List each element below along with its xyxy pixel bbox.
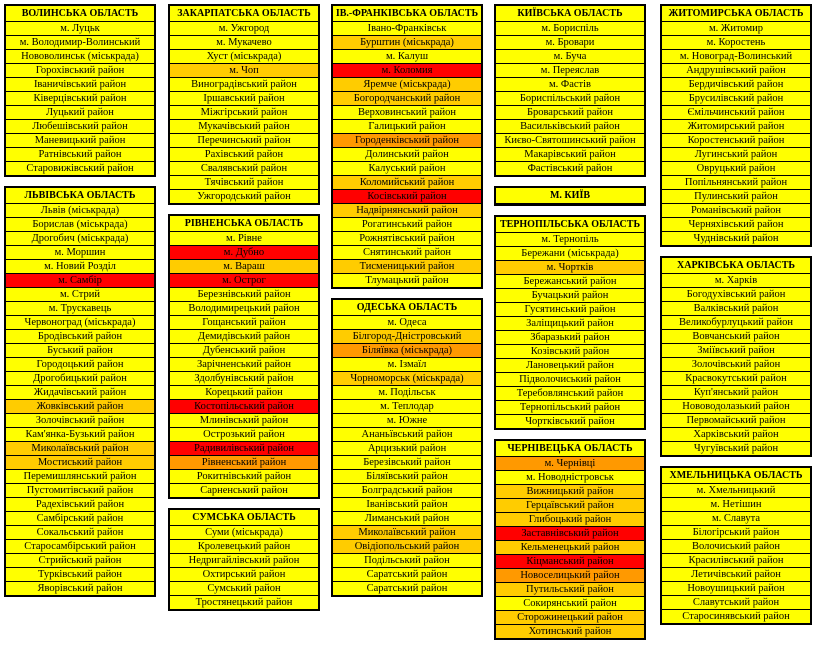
raion-row[interactable]: Летичівський район (662, 568, 810, 582)
raion-row[interactable]: Харківський район (662, 428, 810, 442)
oblast-title: ВОЛИНСЬКА ОБЛАСТЬ (6, 6, 154, 22)
raion-row[interactable]: Іршавський район (170, 92, 318, 106)
raion-row[interactable]: Бучацький район (496, 289, 644, 303)
raion-row[interactable]: Саратський район (333, 582, 481, 595)
raion-row[interactable]: Збаразький район (496, 331, 644, 345)
raion-row[interactable]: Великобурлуцький район (662, 316, 810, 330)
raion-row[interactable]: Жидачівський район (6, 386, 154, 400)
oblast-panel (660, 4, 812, 247)
raion-row[interactable]: Долинський район (333, 148, 481, 162)
raion-row[interactable]: Рахівський район (170, 148, 318, 162)
raion-row[interactable]: м. Подільськ (333, 386, 481, 400)
raion-row[interactable]: Подільський район (333, 554, 481, 568)
raion-row[interactable]: м. Чернівці (496, 457, 644, 471)
raion-row[interactable]: Бердичівський район (662, 78, 810, 92)
raion-row[interactable]: Славутський район (662, 596, 810, 610)
raion-row[interactable]: Золочівський район (6, 414, 154, 428)
raion-row[interactable]: Первомайський район (662, 414, 810, 428)
raion-row[interactable]: Заліщицький район (496, 317, 644, 331)
raion-row[interactable]: Сокирянський район (496, 597, 644, 611)
raion-row[interactable]: м. Тернопіль (496, 233, 644, 247)
raion-row[interactable]: Буський район (6, 344, 154, 358)
raion-row[interactable]: Кіцманський район (496, 555, 644, 569)
raion-row[interactable]: Романівський район (662, 204, 810, 218)
raion-row[interactable]: Міжгірський район (170, 106, 318, 120)
raion-row[interactable]: Новоселицький район (496, 569, 644, 583)
raion-row[interactable]: Мостиський район (6, 456, 154, 470)
oblast-panel (4, 4, 156, 177)
raion-row[interactable]: Надвірнянський район (333, 204, 481, 218)
region-column (4, 4, 156, 606)
raion-row[interactable]: Радехівський район (6, 498, 154, 512)
raion-row[interactable]: Березнівський район (170, 288, 318, 302)
raion-row[interactable]: Вовчанський район (662, 330, 810, 344)
raion-row[interactable]: Житомирський район (662, 120, 810, 134)
raion-row[interactable]: Біляївка (міськрада) (333, 344, 481, 358)
oblast-title: ЖИТОМИРСЬКА ОБЛАСТЬ (662, 6, 810, 22)
raion-row[interactable]: м. Дубно (170, 246, 318, 260)
raion-row[interactable]: Герцаївський район (496, 499, 644, 513)
raion-row[interactable]: Сарненський район (170, 484, 318, 497)
raion-row[interactable]: Біляївський район (333, 470, 481, 484)
raion-row[interactable]: Дубенський район (170, 344, 318, 358)
oblast-panel (660, 466, 812, 625)
raion-row[interactable]: Бережани (міськрада) (496, 247, 644, 261)
raion-row[interactable]: Городоцький район (6, 358, 154, 372)
raion-list (496, 22, 644, 175)
raion-row[interactable]: Красвокутський район (662, 372, 810, 386)
raion-row[interactable]: Чугуївський район (662, 442, 810, 455)
raion-row[interactable]: Новоушицький район (662, 582, 810, 596)
raion-row[interactable]: м. Володимир-Волинський (6, 36, 154, 50)
raion-row[interactable]: Недригайлівський район (170, 554, 318, 568)
raion-row[interactable]: м. Ізмаїл (333, 358, 481, 372)
raion-row[interactable]: Охтирський район (170, 568, 318, 582)
raion-row[interactable]: Бережанський район (496, 275, 644, 289)
raion-row[interactable]: Богодухівський район (662, 288, 810, 302)
raion-row[interactable]: Гощанський район (170, 316, 318, 330)
raion-row[interactable]: Лиманський район (333, 512, 481, 526)
raion-row[interactable]: Демидівський район (170, 330, 318, 344)
raion-row[interactable]: Тернопільський район (496, 401, 644, 415)
raion-row[interactable]: м. Переяслав (496, 64, 644, 78)
raion-row[interactable]: Червоноград (міськрада) (6, 316, 154, 330)
raion-row[interactable]: Верховинський район (333, 106, 481, 120)
raion-row[interactable]: Броварський район (496, 106, 644, 120)
raion-row[interactable]: Бориспільський район (496, 92, 644, 106)
raion-row[interactable]: м. Теплодар (333, 400, 481, 414)
raion-row[interactable]: Козівський район (496, 345, 644, 359)
raion-row[interactable]: м. Новоград-Волинський (662, 50, 810, 64)
oblast-title: ЗАКАРПАТСЬКА ОБЛАСТЬ (170, 6, 318, 22)
oblast-panel (331, 298, 483, 597)
raion-list (170, 232, 318, 497)
raion-row[interactable]: Перемишлянський район (6, 470, 154, 484)
raion-row[interactable]: Васильківський район (496, 120, 644, 134)
raion-row[interactable]: Саратський район (333, 568, 481, 582)
raion-row[interactable]: Білогірський район (662, 526, 810, 540)
raion-row[interactable]: Сторожинецький район (496, 611, 644, 625)
raion-list (496, 233, 644, 428)
raion-row[interactable]: м. Харків (662, 274, 810, 288)
raion-row[interactable]: м. Вараш (170, 260, 318, 274)
raion-row[interactable]: Яремче (міськрада) (333, 78, 481, 92)
raion-row[interactable]: Косівський район (333, 190, 481, 204)
raion-list (333, 22, 481, 287)
raion-row[interactable]: Богородчанський район (333, 92, 481, 106)
raion-row[interactable]: Ананьївський район (333, 428, 481, 442)
oblast-panel (168, 508, 320, 611)
raion-row[interactable]: м. Бровари (496, 36, 644, 50)
raion-row[interactable]: Лугинський район (662, 148, 810, 162)
raion-row[interactable]: Сокальський район (6, 526, 154, 540)
raion-row[interactable]: Луцький район (6, 106, 154, 120)
region-column (168, 4, 320, 620)
raion-row[interactable]: Корецький район (170, 386, 318, 400)
oblast-panel (660, 256, 812, 457)
oblast-title: КИЇВСЬКА ОБЛАСТЬ (496, 6, 644, 22)
raion-row[interactable]: Любешівський район (6, 120, 154, 134)
raion-row[interactable]: Києво-Святошинський район (496, 134, 644, 148)
oblast-panel (494, 4, 646, 177)
oblast-panel (331, 4, 483, 289)
raion-row[interactable]: Пулинський район (662, 190, 810, 204)
raion-row[interactable]: Рогатинський район (333, 218, 481, 232)
raion-row[interactable]: м. Рівне (170, 232, 318, 246)
raion-row[interactable]: Тлумацький район (333, 274, 481, 287)
raion-row[interactable]: Хуст (міськрада) (170, 50, 318, 64)
raion-row[interactable]: Коломийський район (333, 176, 481, 190)
raion-row[interactable]: Путильський район (496, 583, 644, 597)
region-column (331, 4, 483, 606)
raion-row[interactable]: Суми (міськрада) (170, 526, 318, 540)
raion-row[interactable]: м. Нетішин (662, 498, 810, 512)
raion-row[interactable]: Гусятинський район (496, 303, 644, 317)
raion-row[interactable]: Дрогобич (міськрада) (6, 232, 154, 246)
raion-row[interactable]: Красилівський район (662, 554, 810, 568)
raion-row[interactable]: Чуднівський район (662, 232, 810, 245)
raion-row[interactable]: м. Луцьк (6, 22, 154, 36)
raion-row[interactable]: Володимирецький район (170, 302, 318, 316)
raion-row[interactable]: Маневицький район (6, 134, 154, 148)
raion-list (662, 274, 810, 455)
raion-list (662, 484, 810, 623)
raion-row[interactable]: Білгород-Дністровський (333, 330, 481, 344)
raion-row[interactable]: Теребовлянський район (496, 387, 644, 401)
raion-row[interactable]: Стрийський район (6, 554, 154, 568)
raion-row[interactable]: Чорноморськ (міськрада) (333, 372, 481, 386)
raion-row[interactable]: Старовижівський район (6, 162, 154, 175)
raion-list (6, 204, 154, 595)
raion-row[interactable]: Макарівський район (496, 148, 644, 162)
raion-row[interactable]: м. Трускавець (6, 302, 154, 316)
raion-row[interactable]: Бурштин (міськрада) (333, 36, 481, 50)
raion-row[interactable]: Заставнівський район (496, 527, 644, 541)
oblast-panel (494, 215, 646, 430)
raion-row[interactable]: м. Чоп (170, 64, 318, 78)
oblast-title: СУМСЬКА ОБЛАСТЬ (170, 510, 318, 526)
raion-row[interactable]: Андрушівський район (662, 64, 810, 78)
raion-row[interactable]: м. Хмельницький (662, 484, 810, 498)
raion-row[interactable]: Чортківський район (496, 415, 644, 428)
raion-row[interactable]: Бродівський район (6, 330, 154, 344)
raion-row[interactable]: м. Славута (662, 512, 810, 526)
raion-row[interactable]: Ратнівський район (6, 148, 154, 162)
raion-row[interactable]: Дрогобицький район (6, 372, 154, 386)
raion-row[interactable]: Горохівський район (6, 64, 154, 78)
oblast-panel (168, 4, 320, 205)
raion-row[interactable]: Золочівський район (662, 358, 810, 372)
raion-row[interactable]: Тисменицький район (333, 260, 481, 274)
raion-row[interactable]: Куп'янський район (662, 386, 810, 400)
raion-row[interactable]: м. Новий Розділ (6, 260, 154, 274)
raion-row[interactable]: Хотинський район (496, 625, 644, 638)
raion-row[interactable]: м. Коростень (662, 36, 810, 50)
raion-list (6, 22, 154, 175)
oblast-title: ХАРКІВСЬКА ОБЛАСТЬ (662, 258, 810, 274)
raion-row[interactable]: Галицький район (333, 120, 481, 134)
raion-row[interactable]: Львів (міськрада) (6, 204, 154, 218)
raion-row[interactable]: м. Стрий (6, 288, 154, 302)
raion-row[interactable]: Рокитнівський район (170, 470, 318, 484)
raion-row[interactable]: м. Моршин (6, 246, 154, 260)
raion-row[interactable]: Рожнятівський район (333, 232, 481, 246)
raion-row[interactable]: Старосамбірський район (6, 540, 154, 554)
raion-row[interactable]: Свалявський район (170, 162, 318, 176)
raion-row[interactable]: м. Фастів (496, 78, 644, 92)
raion-row[interactable]: Вижницький район (496, 485, 644, 499)
raion-row[interactable]: Овідіопольський район (333, 540, 481, 554)
raion-row[interactable]: Здолбунівський район (170, 372, 318, 386)
raion-row[interactable]: Рівненський район (170, 456, 318, 470)
raion-row[interactable]: м. Острог (170, 274, 318, 288)
raion-row[interactable]: Лановецький район (496, 359, 644, 373)
raion-row[interactable]: Млинівський район (170, 414, 318, 428)
raion-row[interactable]: Тростянецький район (170, 596, 318, 609)
raion-list (333, 316, 481, 595)
raion-row[interactable]: Іваничівський район (6, 78, 154, 92)
raion-row[interactable]: Городенківський район (333, 134, 481, 148)
raion-row[interactable]: Кам'янка-Бузький район (6, 428, 154, 442)
raion-row[interactable]: Березівський район (333, 456, 481, 470)
raion-row[interactable]: м. Житомир (662, 22, 810, 36)
raion-row[interactable]: Іванівський район (333, 498, 481, 512)
raion-row[interactable]: Мукачівський район (170, 120, 318, 134)
raion-row[interactable]: Острозький район (170, 428, 318, 442)
raion-row[interactable]: Виноградівський район (170, 78, 318, 92)
raion-row[interactable]: Тячівський район (170, 176, 318, 190)
oblast-title: М. КИЇВ (496, 188, 644, 204)
raion-row[interactable]: Кельменецький район (496, 541, 644, 555)
raion-row[interactable]: Нововодолазький район (662, 400, 810, 414)
oblast-title: ТЕРНОПІЛЬСЬКА ОБЛАСТЬ (496, 217, 644, 233)
raion-list (496, 457, 644, 638)
raion-row[interactable]: Івано-Франківськ (333, 22, 481, 36)
raion-row[interactable]: Валківський район (662, 302, 810, 316)
raion-row[interactable]: Яворівський район (6, 582, 154, 595)
raion-row[interactable]: Ужгородський район (170, 190, 318, 203)
raion-list (170, 22, 318, 203)
oblast-panel (494, 439, 646, 640)
raion-row[interactable]: Зарічненський район (170, 358, 318, 372)
raion-row[interactable]: Попільнянський район (662, 176, 810, 190)
raion-row[interactable]: Овруцький район (662, 162, 810, 176)
raion-row[interactable]: Кролевецький район (170, 540, 318, 554)
raion-row[interactable]: Арцизький район (333, 442, 481, 456)
raion-row[interactable]: Черняхівський район (662, 218, 810, 232)
raion-row[interactable]: Борислав (міськрада) (6, 218, 154, 232)
raion-row[interactable]: м. Южне (333, 414, 481, 428)
oblast-title: РІВНЕНСЬКА ОБЛАСТЬ (170, 216, 318, 232)
raion-row[interactable]: Пустомитівський район (6, 484, 154, 498)
oblast-panel (494, 186, 646, 206)
raion-row[interactable]: Волочиський район (662, 540, 810, 554)
raion-row[interactable]: м. Ужгород (170, 22, 318, 36)
raion-row[interactable]: Глибоцький район (496, 513, 644, 527)
raion-row[interactable]: Калуський район (333, 162, 481, 176)
raion-row[interactable]: м. Одеса (333, 316, 481, 330)
raion-row[interactable]: Ківерцівський район (6, 92, 154, 106)
raion-row[interactable]: Нововолинськ (міськрада) (6, 50, 154, 64)
raion-row[interactable]: м. Коломия (333, 64, 481, 78)
raion-row[interactable]: Підволочиський район (496, 373, 644, 387)
raion-row[interactable]: Турківський район (6, 568, 154, 582)
raion-row[interactable]: Сумський район (170, 582, 318, 596)
oblast-panel (4, 186, 156, 597)
raion-row[interactable]: Миколаївський район (6, 442, 154, 456)
oblast-title: ХМЕЛЬНИЦЬКА ОБЛАСТЬ (662, 468, 810, 484)
oblast-title: ЧЕРНІВЕЦЬКА ОБЛАСТЬ (496, 441, 644, 457)
region-column (660, 4, 812, 634)
raion-row[interactable]: м. Бориспіль (496, 22, 644, 36)
raion-row[interactable]: Болградський район (333, 484, 481, 498)
raion-row[interactable]: м. Буча (496, 50, 644, 64)
raion-row[interactable]: Снятинський район (333, 246, 481, 260)
raion-row[interactable]: Коростенський район (662, 134, 810, 148)
raion-row[interactable]: Ємільчинський район (662, 106, 810, 120)
raion-row[interactable]: Миколаївський район (333, 526, 481, 540)
raion-row[interactable]: Фастівський район (496, 162, 644, 175)
raion-row[interactable]: Зміївський район (662, 344, 810, 358)
raion-row[interactable]: м. Калуш (333, 50, 481, 64)
raion-row[interactable]: м. Чортків (496, 261, 644, 275)
oblast-title: ІВ.-ФРАНКІВСЬКА ОБЛАСТЬ (333, 6, 481, 22)
raion-row[interactable]: Перечинський район (170, 134, 318, 148)
raion-row[interactable]: Брусилівський район (662, 92, 810, 106)
raion-row[interactable]: Костопільський район (170, 400, 318, 414)
raion-row[interactable]: м. Мукачево (170, 36, 318, 50)
raion-row[interactable]: м. Новодністровськ (496, 471, 644, 485)
raion-row[interactable]: Жовківський район (6, 400, 154, 414)
oblast-panel (168, 214, 320, 499)
oblast-title: ЛЬВІВСЬКА ОБЛАСТЬ (6, 188, 154, 204)
raion-row[interactable]: Самбірський район (6, 512, 154, 526)
raion-row[interactable]: м. Самбір (6, 274, 154, 288)
raion-row[interactable]: Старосинявський район (662, 610, 810, 623)
oblast-title: ОДЕСЬКА ОБЛАСТЬ (333, 300, 481, 316)
raion-row[interactable]: Радивилівський район (170, 442, 318, 456)
raion-list (662, 22, 810, 245)
region-column (494, 4, 646, 649)
raion-list (170, 526, 318, 609)
